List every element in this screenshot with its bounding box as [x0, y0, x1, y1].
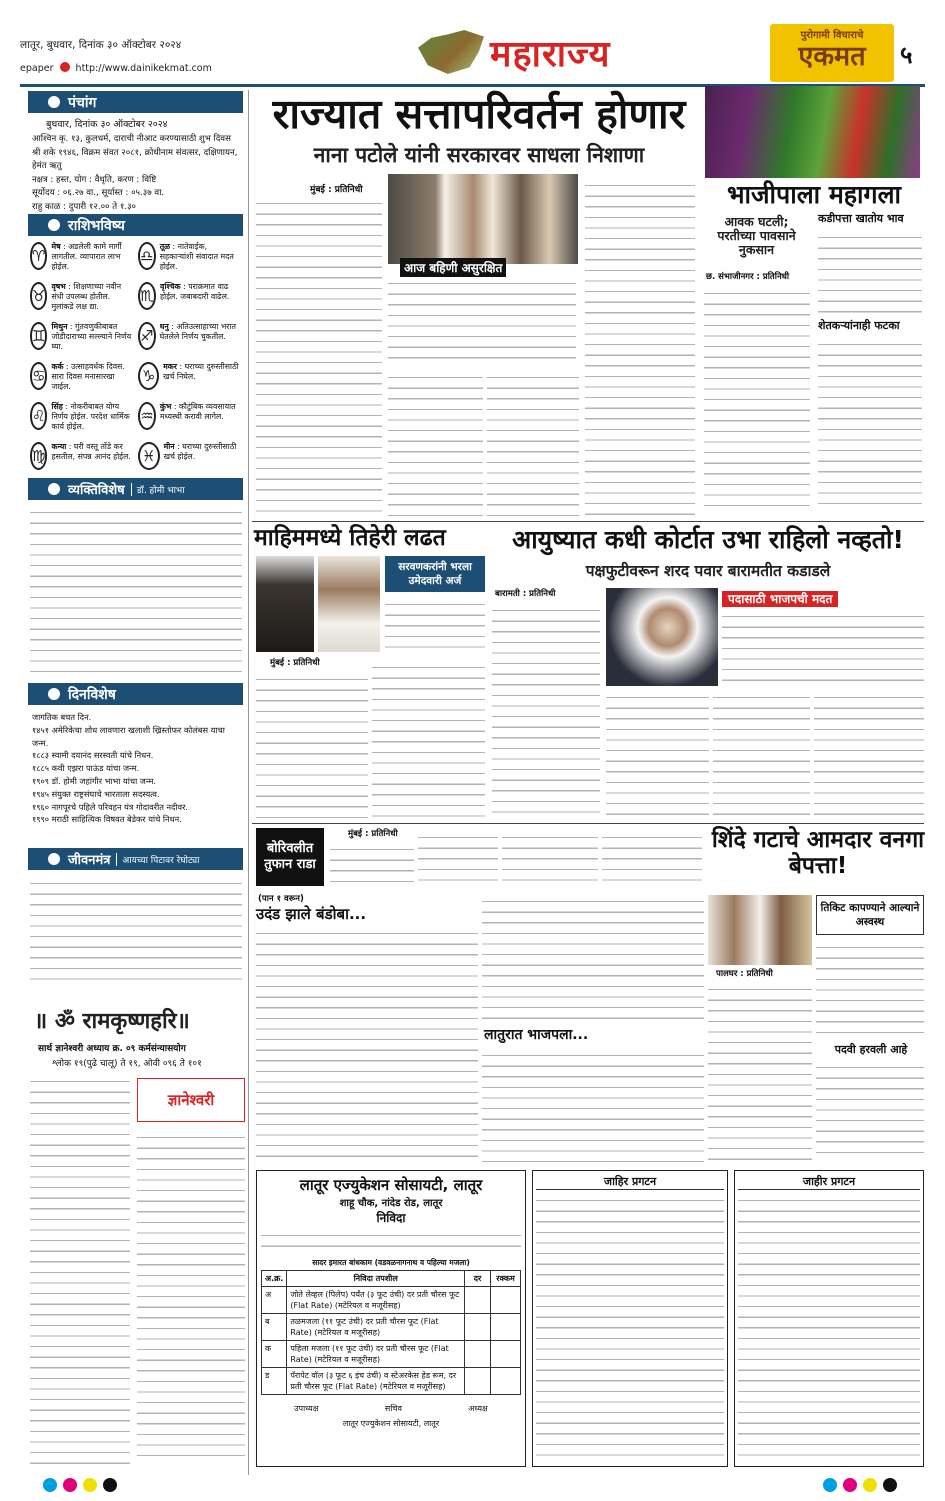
col-header: अ.क्र. — [262, 1271, 287, 1287]
rashi-text: कौटुंबिक व्यवसायात मध्यस्थी करावी लागेल. — [159, 402, 236, 421]
notice2-body — [738, 1193, 920, 1463]
mahim-headline: माहिममध्ये तिहेरी लढत — [254, 525, 446, 551]
signatory-secretary: सचिव — [384, 1404, 402, 1413]
rashi-name: वृश्चिक — [160, 282, 181, 291]
table-row — [262, 1314, 521, 1341]
leaders-photo — [388, 174, 578, 264]
rashi-name: मीन — [163, 442, 175, 451]
lead-headline: राज्यात सत्तापरिवर्तन होणार — [272, 90, 686, 138]
cell — [491, 1314, 521, 1341]
rashi-text: उत्साहवर्धक दिवस. सारा दिवस मनासारखा जाईल. — [51, 362, 125, 391]
panchang-line: सूर्योदय : ०६.२७ वा., सूर्यास्त : ०५.३७ वा. — [32, 188, 165, 198]
borivali-col-1 — [330, 842, 414, 890]
yellow-swatch — [83, 1478, 97, 1492]
public-notice-2 — [734, 1170, 924, 1467]
tender-intro — [261, 1228, 521, 1256]
shinde-side: पदवी हरवली आहे — [834, 1043, 908, 1056]
notice1-body — [536, 1193, 724, 1463]
panchang-line: नक्षत्र : हस्त, योग : वैधृति, करण : विष्टि — [32, 174, 157, 185]
borivali-col-3 — [502, 830, 598, 890]
rashi-grid — [30, 242, 242, 476]
rashi-name: कुंभ — [159, 402, 172, 411]
pawar-side: पदासाठी भाजपची मदत — [722, 591, 838, 607]
rashi-name: मिथुन — [51, 322, 68, 331]
dinvishesh-title: दिनविशेष — [68, 686, 116, 703]
rashi-item: ♐ धनु : अतिउत्साहाच्या भरात घेतलेले निर्णय चुकतील. — [138, 322, 242, 356]
bullet-icon — [48, 96, 60, 108]
lead-caption-body — [388, 276, 576, 364]
shinde-col-1 — [708, 982, 812, 1162]
lead-caption: आज बहिणी असुरक्षित — [400, 258, 506, 277]
mahim-subhead-box — [385, 556, 485, 592]
lead-col-1 — [256, 196, 382, 516]
rashi-item: ♈ मेष : अडलेली कामे मार्गी लागतील. व्यापारात लाभ होईल. — [32, 242, 122, 271]
brand-block — [770, 24, 894, 82]
section-title: महाराज्य — [490, 34, 611, 75]
bhaji-side1-body — [818, 230, 922, 315]
rashi-name: सिंह — [51, 402, 63, 411]
tender-footer: लातूर एज्युकेशन सोसायटी, लातूर — [342, 1419, 440, 1428]
pisces-icon: ♓ — [138, 442, 160, 470]
bhaji-side2: शेतकऱ्यांनाही फटका — [818, 319, 900, 332]
rashi-text: नोकरीबाबत योग्य निर्णय होईल. परदेश धार्मिक कार्य होईल. — [51, 402, 130, 431]
bhaji-side2-body — [818, 337, 922, 508]
lead-subhead: नाना पटोले यांनी सरकारवर साधला निशाणा — [313, 143, 645, 167]
cell — [491, 1287, 521, 1314]
cell: क — [262, 1341, 287, 1368]
panchang-title: पंचांग — [68, 94, 97, 111]
hr-2 — [252, 823, 924, 824]
bullet-icon — [48, 483, 60, 495]
ramkrishna-line1: सार्थ ज्ञानेश्वरी अध्याय क्र. ०९ कर्मसंन्यासयोग — [38, 1044, 186, 1054]
dinvishesh-item: १९४५ संयुक्त राष्ट्रसंघाचे भारताला सदस्यत्व. — [32, 788, 160, 799]
rashi-item: ♉ वृषभ : शिक्षणाच्या नवीन संधी उपलब्ध होतील. मुलांकडे लक्ष द्या. — [32, 282, 122, 311]
cell: ब — [262, 1314, 287, 1341]
borivali-col-4 — [602, 830, 702, 890]
mahim-subhead: सरवणकरांनी भरला उमेदवारी अर्ज — [398, 561, 472, 587]
bullet-icon — [48, 219, 60, 231]
pawar-photo — [606, 588, 718, 686]
tender-address: शाहू चौक, नांदेड रोड, लातूर — [339, 1198, 443, 1209]
registration-marks-left — [40, 1478, 120, 1492]
aquarius-icon: ♒ — [138, 402, 156, 430]
rashi-text: शिक्षणाच्या नवीन संधी उपलब्ध होतील. मुलांकडे लक्ष द्या. — [51, 282, 122, 311]
registration-marks-right — [820, 1478, 900, 1492]
rashi-text: पराक्रमात वाढ होईल. जबाबदारी वाढेल. — [160, 282, 230, 301]
cell — [491, 1368, 521, 1395]
ramkrishna-title: ॥ ॐ रामकृष्णहरि॥ — [34, 1009, 190, 1034]
rashi-name: मेष — [51, 242, 61, 251]
mahim-col-3 — [372, 660, 485, 818]
notice1-title: जाहिर प्रगटन — [536, 1174, 724, 1190]
ramkrishna-line2: श्लोक १९(पुढे चालू) ते १९, ओवी ०९६ ते १०१ — [52, 1059, 202, 1069]
rashi-item: ♏ वृश्चिक : पराक्रमात वाढ होईल. जबाबदारी वाढेल. — [138, 282, 242, 316]
link-icon — [60, 62, 70, 72]
virgo-icon: ♍ — [30, 442, 47, 470]
black-swatch — [103, 1478, 117, 1492]
table-row — [262, 1287, 521, 1314]
col-header: निविदा तपशील — [287, 1271, 465, 1287]
rashi-title: राशिभविष्य — [68, 217, 125, 234]
gemini-icon: ♊ — [30, 322, 47, 350]
maharashtra-map-icon — [418, 30, 484, 74]
dinvishesh-item: १९६० नागपूरचे पहिले परिवहन यंत्र गोदावरीत नदीवर. — [32, 801, 189, 812]
rashi-name: मकर — [163, 362, 177, 371]
rashi-text: घराच्या दुरुस्तीसाठी खर्च होईल. — [163, 442, 237, 461]
dinvishesh-item: १९०९ डॉ. होमी जहांगीर भाभा यांचा जन्म. — [32, 775, 156, 786]
magenta-swatch — [843, 1478, 857, 1492]
lead-col-4 — [585, 178, 695, 516]
candidate-photo-1 — [256, 556, 314, 652]
shinde-dateline: पालघर : प्रतिनिधी — [716, 969, 773, 979]
vyakti-subtitle: डॉ. होमी भाभा — [131, 483, 185, 496]
bullet-icon — [48, 688, 60, 700]
signatory-president: अध्यक्ष — [468, 1404, 488, 1413]
latur-headline: लातुरात भाजपला... — [484, 1027, 589, 1043]
taurus-icon: ♉ — [30, 282, 47, 310]
candidate-photo-2 — [318, 556, 380, 652]
pawar-side-box — [722, 588, 924, 606]
brand-logo: एकमत — [798, 41, 866, 72]
dinvishesh-item: १९९० मराठी साहित्यिक विषवत बेडेकर यांचे निधन. — [32, 814, 182, 825]
pawar-side-body — [722, 609, 924, 684]
cell: जोते लेव्हल (पिलेप) पर्यंत (३ फूट उंची) दर प्रती चौरस फूट (Flat Rate) (मटेरियल व मजूरीसह) — [287, 1287, 465, 1314]
bhaji-side1: कडीपत्ता खातोय भाव — [818, 212, 904, 225]
panchang-list — [32, 133, 240, 214]
dnyaneshwari-label: ज्ञानेश्वरी — [167, 1091, 215, 1109]
panchang-day: बुधवार, दिनांक ३० ऑक्टोबर २०२४ — [46, 119, 168, 130]
tender-notice — [256, 1170, 526, 1467]
rashi-text: अतिउत्साहाच्या भरात घेतलेले निर्णय चुकतील. — [159, 322, 236, 341]
col-header: दर — [465, 1271, 491, 1287]
cell: ड — [262, 1368, 287, 1395]
cyan-swatch — [823, 1478, 837, 1492]
tender-org: लातूर एज्युकेशन सोसायटी, लातूर — [299, 1176, 483, 1194]
cell — [465, 1314, 491, 1341]
lead-col-2 — [388, 370, 483, 516]
rashi-name: कन्या — [51, 442, 67, 451]
dinvishesh-bar — [28, 683, 243, 705]
aries-icon: ♈ — [30, 242, 47, 270]
bandoba-body-2 — [482, 894, 704, 1024]
jivan-subtitle: आयच्या पिटावर रेघोट्या — [116, 853, 199, 866]
cell: अ — [262, 1287, 287, 1314]
mahim-dateline: मुंबई : प्रतिनिधी — [270, 658, 320, 668]
lead-dateline: मुंबई : प्रतिनिधी — [310, 185, 363, 195]
tender-table — [261, 1270, 521, 1395]
cyan-swatch — [43, 1478, 57, 1492]
dinvishesh-item: जागतिक बचत दिन. — [32, 712, 92, 722]
dinvishesh-item: १८८३ स्वामी दयानंद सरस्वती यांचे निधन. — [32, 750, 154, 761]
vegetables-photo — [705, 86, 920, 178]
cancer-icon: ♋ — [30, 362, 47, 390]
cell — [465, 1368, 491, 1395]
bandoba-body — [256, 926, 478, 1162]
vyakti-body — [30, 505, 242, 677]
pawar-col-1 — [492, 603, 600, 818]
mahim-col-2 — [256, 672, 368, 818]
pawar-col-2 — [606, 690, 709, 818]
bhaji-headline: भाजीपाला महागला — [726, 180, 902, 209]
vyakti-title: व्यक्तिविशेष — [68, 483, 125, 498]
shinde-subhead: तिकिट कापण्याने आल्याने अस्वस्थ — [820, 902, 920, 928]
rashi-text: घराच्या दुरुस्तीसाठी खर्च निघेल. — [163, 362, 239, 381]
bandoba-kicker: (पान १ वरून) — [258, 894, 304, 904]
dnyaneshwari-badge — [137, 1078, 245, 1122]
pawar-headline: आयुष्यात कधी कोर्टात उभा राहिलो नव्हतो! — [512, 525, 904, 554]
pawar-col-4 — [814, 690, 924, 818]
rashi-name: धनु — [159, 322, 169, 331]
borivali-col-2 — [418, 830, 498, 890]
panchang-bar — [28, 91, 243, 113]
libra-icon: ♎ — [138, 242, 156, 270]
rashi-text: नातेवाईक, सहकाऱ्यांशी संवादात मदत होईल. — [159, 242, 234, 271]
rashi-text: घरी वस्तू तोंडे कर हसतील, संपन्न आनंद होईल. — [51, 442, 131, 461]
jivan-bar — [28, 848, 243, 870]
mahim-col-1 — [385, 597, 485, 652]
magenta-swatch — [63, 1478, 77, 1492]
dinvishesh-item: १८८५ कवी एझरा पाऊंड यांचा जन्म. — [32, 763, 140, 774]
rashi-item: ♍ कन्या : घरी वस्तू तोंडे कर हसतील, संपन्न आनंद होईल. — [30, 442, 134, 476]
notice2-title: जाहीर प्रगटन — [738, 1174, 920, 1190]
dinvishesh-list — [32, 711, 242, 826]
pawar-col-3 — [713, 690, 810, 818]
bhaji-dateline: छ. संभाजीनगर : प्रतिनिधी — [706, 272, 790, 282]
dinvishesh-item: १४५१ अमेरिकेचा शोध लावणारा खलाशी ख्रिस्तोफर कोलंबस याचा जन्म. — [32, 724, 225, 748]
pawar-dateline: बारामती : प्रतिनिधी — [495, 589, 556, 599]
rashi-item: ♓ मीन : घराच्या दुरुस्तीसाठी खर्च होईल. — [138, 442, 242, 476]
rashi-name: कर्क — [51, 362, 64, 371]
bandoba-headline: उदंड झाले बंडोबा... — [256, 905, 367, 923]
tender-table-title: सादर इमारत बांधकाम (वडवळनागनाथ व पहिल्या मजला) — [312, 1258, 470, 1267]
table-header — [262, 1271, 521, 1287]
tender-title: निविदा — [376, 1211, 406, 1225]
bhaji-col-1 — [704, 286, 810, 508]
borivali-dateline: मुंबई : प्रतिनिधी — [348, 829, 398, 839]
rashi-item: ♊ मिथुन : गुंतवणुकीबाबत जोडीदाराच्या सल्ल्याने निर्णय घ्या. — [32, 322, 132, 351]
col-header: रक्कम — [491, 1271, 521, 1287]
capricorn-icon: ♑ — [138, 362, 159, 390]
epaper-line[interactable] — [20, 62, 212, 74]
cell: तळमजला (११ फूट उंची) दर प्रती चौरस फूट (Flat Rate) (मटेरियल व मजूरीसह) — [287, 1314, 465, 1341]
hr-1 — [252, 521, 924, 522]
borivali-box — [256, 828, 324, 886]
rashi-item: ♋ कर्क : उत्साहवर्धक दिवस. सारा दिवस मनासारखा जाईल. — [32, 362, 125, 391]
epaper-label: epaper — [20, 63, 54, 74]
black-swatch — [883, 1478, 897, 1492]
tagline: पुरोगामी विचाराचे — [800, 30, 864, 41]
panchang-line: श्री शके १९४६, विक्रम संवत २०८१, क्रोधीनाम संवत्सर, दक्षिणायन, हेमंत ऋतु — [32, 147, 238, 171]
rashi-text: गुंतवणुकीबाबत जोडीदाराच्या सल्ल्याने निर्णय घ्या. — [51, 322, 132, 351]
dateline: लातूर, बुधवार, दिनांक ३० ऑक्टोबर २०२४ — [20, 39, 182, 51]
shinde-photo — [708, 895, 812, 965]
table-row — [262, 1341, 521, 1368]
public-notice-1 — [532, 1170, 728, 1467]
rashi-text: अडलेली कामे मार्गी लागतील. व्यापारात लाभ होईल. — [51, 242, 122, 271]
shinde-subhead-box — [816, 895, 924, 935]
borivali-title: बोरिवलीत तुफान राडा — [264, 841, 316, 872]
epaper-url[interactable]: http://www.dainikekmat.com — [75, 63, 212, 74]
rashi-item: ♑ मकर : घराच्या दुरुस्तीसाठी खर्च निघेल. — [138, 362, 242, 396]
column-divider — [248, 90, 249, 1475]
rashi-item: ♎ तूळ : नातेवाईक, सहकाऱ्यांशी संवादात मदत होईल. — [138, 242, 242, 276]
pawar-subhead: पक्षफुटीवरून शरद पवार बारामतीत कडाडले — [585, 562, 831, 580]
signatory-vp: उपाध्यक्ष — [294, 1404, 319, 1413]
shinde-side-body — [816, 1060, 924, 1162]
jivan-body — [30, 876, 242, 988]
lead-col-3 — [487, 370, 579, 516]
vyakti-bar — [28, 478, 243, 500]
cell — [465, 1341, 491, 1368]
ovi-col-2 — [137, 1130, 245, 1464]
latur-body — [482, 1048, 704, 1162]
rashi-item: ♌ सिंह : नोकरीबाबत योग्य निर्णय होईल. परदेश धार्मिक कार्य होईल. — [32, 402, 130, 431]
jivan-title: जीवनमंत्र — [68, 853, 111, 868]
scorpio-icon: ♏ — [138, 282, 156, 310]
sagittarius-icon: ♐ — [138, 322, 156, 350]
cell — [465, 1287, 491, 1314]
panchang-line: आश्विन कृ. १३, कुलधर्म, दाराची नीआट करण्यासाठी शुभ दिवस — [32, 134, 231, 144]
cell — [491, 1341, 521, 1368]
shinde-col-2 — [816, 940, 924, 1040]
table-row — [262, 1368, 521, 1395]
leo-icon: ♌ — [30, 402, 47, 430]
panchang-line: राहु काळ : दुपारी १२.०० ते १.३० — [32, 201, 137, 212]
rashi-name: वृषभ — [51, 282, 66, 291]
page-number: ५ — [900, 41, 913, 69]
rashi-item: ♒ कुंभ : कौटुंबिक व्यवसायात मध्यस्थी करावी लागेल. — [138, 402, 242, 436]
bullet-icon — [48, 853, 60, 865]
rashi-name: तूळ — [159, 242, 171, 251]
ovi-col-1 — [30, 1074, 130, 1464]
rashi-bar — [28, 214, 243, 236]
bhaji-subhead: आवक घटली; परतीच्या पावसाने नुकसान — [717, 214, 796, 257]
cell: पॅरापेट वॉल (३ फूट ६ इंच उंची) व स्टेअरकेस हेड रूम, दर प्रती चौरस फूट (Flat Rate) (मटेरियल व मजूरीसह) — [287, 1368, 465, 1395]
cell: पहिला मजला (११ फूट उंची) दर प्रती चौरस फूट (Flat Rate) (मटेरियल व मजूरीसह) — [287, 1341, 465, 1368]
yellow-swatch — [863, 1478, 877, 1492]
shinde-headline: शिंदे गटाचे आमदार वनगा बेपत्ता! — [711, 827, 925, 879]
